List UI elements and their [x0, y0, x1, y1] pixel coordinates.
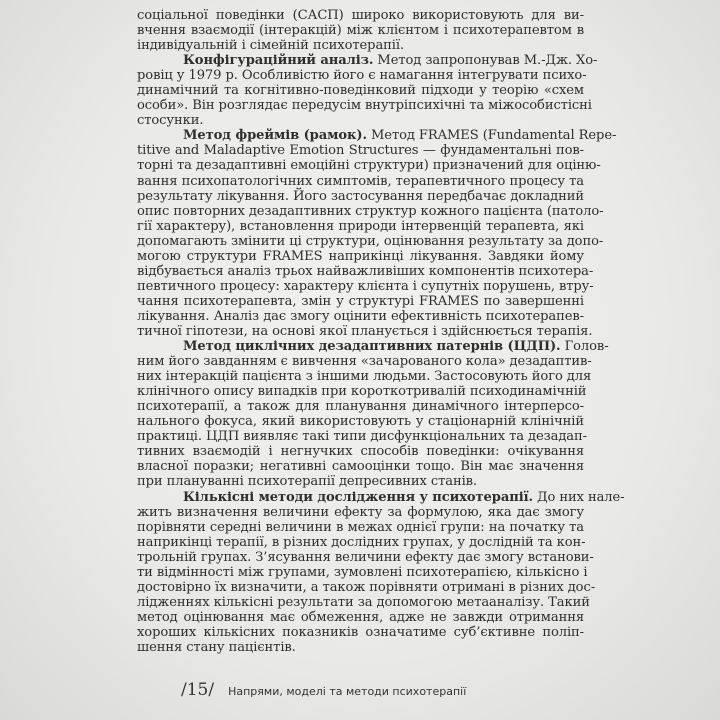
line-text: соціальної поведінки (САСП) широко використовують для ви- [137, 8, 584, 23]
line-text: достовірно їх визначити, а також порівняти отримані в різних дос- [137, 579, 596, 595]
text-line [137, 399, 584, 414]
running-title: Напрями, моделі та методи психотерапії [228, 685, 467, 698]
page-footer [181, 680, 466, 700]
line-text: Голов- [560, 339, 609, 355]
line-text: трольній групах. З’ясування величини ефекту дає змогу встанови- [137, 549, 594, 565]
text-line [137, 23, 584, 38]
text-line [137, 143, 584, 158]
line-text: певтичного процесу: характеру клієнта і супутніх порушень, втру- [137, 278, 594, 294]
line-text: жить визначення величини ефекту за формулою, яка дає змогу [137, 504, 584, 520]
text-line [137, 414, 584, 429]
text-line [137, 249, 584, 264]
text-line [137, 278, 594, 294]
text-line [137, 535, 584, 550]
line-text: допомагають змінити ці структури, оцінювання результату за допо- [137, 233, 604, 249]
line-text: метод оцінювання має обмеження, адже не завжди отримання [137, 609, 584, 625]
line-text: індивідуальній і сімейній психотерапії. [137, 38, 405, 54]
paragraph-heading: Метод фреймів (рамок). [183, 128, 367, 144]
text-line [137, 83, 584, 98]
line-text: ти відмінності між групами, зумовлені психотерапією, кількісно і [137, 564, 588, 580]
text-line [137, 594, 590, 610]
text-line [137, 98, 592, 114]
text-line [137, 505, 584, 520]
line-text: особи». Він розглядає передусім внутріпсихічні та міжособистісні [137, 98, 592, 114]
line-text: ровіц у 1979 р. Особливістю його є намагання інтегрувати психо- [137, 68, 587, 84]
line-text: порівняти середні величини в межах однієї групи: на початку та [137, 519, 584, 535]
text-line [137, 579, 596, 595]
text-line [137, 429, 587, 445]
line-text: До них нале- [532, 489, 625, 505]
text-line [137, 384, 587, 400]
line-text: результату лікування. Його застосування передбачає докладний [137, 188, 584, 204]
text-line [137, 354, 592, 370]
text-line [137, 489, 625, 505]
paragraph-heading: Метод циклічних дезадаптивних патернів (ЦДП). [183, 339, 561, 355]
text-line [137, 233, 604, 249]
line-text: практиці. ЦДП виявляє такі типи дисфункціональних та дезадап- [137, 429, 587, 445]
paragraph [137, 53, 598, 129]
text-line [137, 444, 584, 459]
text-line [137, 640, 584, 655]
text-line [137, 610, 584, 625]
line-text: ним його завданням є вивчення «зачарованого кола» дезадаптив- [137, 354, 592, 370]
text-line [137, 369, 592, 385]
text-line [137, 128, 617, 144]
text-line [137, 625, 584, 640]
line-text: тивних взаємодій і негнучких способів поведінки: очікування [137, 444, 584, 460]
text-line [137, 459, 584, 474]
line-text: клінічного опису випадків при короткотривалій психодинамічній [137, 384, 587, 400]
line-text: торні та дезадаптивні емоційні структури) призначений для оціню- [137, 158, 601, 174]
text-line [137, 38, 584, 53]
line-text: опис повторних дезадаптивних структур кожного пацієнта (патоло- [137, 203, 604, 219]
paragraph [137, 339, 609, 490]
text-line [137, 309, 584, 324]
line-text: лікування. Аналіз дає змогу оцінити ефективність психотерапев- [137, 308, 584, 324]
line-text: вання психопатологічних симптомів, терапевтичного процесу та [137, 173, 584, 189]
line-text: наприкінці терапії, в різних дослідних групах, у дослідній та кон- [137, 534, 586, 550]
line-text: Метод FRAMES (Fundamental Repe- [366, 128, 617, 144]
paragraph-heading: Конфігураційний аналіз. [183, 53, 374, 69]
line-text: тичної гіпотези, на основі якої планується і здійснюється терапія. [137, 323, 593, 339]
paragraph-heading: Кількісні методи дослідження у психотерапії. [183, 489, 533, 505]
line-text: гії характеру), встановлення природи інтервенцій терапевта, які [137, 218, 584, 234]
text-line [137, 323, 593, 339]
line-text: Метод запропонував М.-Дж. Хо- [373, 53, 598, 69]
text-line [137, 8, 584, 23]
text-line [137, 189, 584, 204]
line-text: могою структури FRAMES наприкінці лікування. Завдяки йому [137, 248, 584, 264]
line-text: власної поразки; негативні самооцінки тощо. Він має значення [137, 459, 584, 475]
line-text: лідженнях кількісні результати за допомогою метааналізу. Такий [137, 594, 590, 610]
paragraph [137, 8, 584, 53]
text-line [137, 219, 584, 234]
text-line [137, 564, 588, 580]
text-line [137, 474, 584, 489]
line-text: хороших кількісних показників означатиме суб’єктивне поліп- [137, 624, 584, 640]
text-line [137, 203, 604, 219]
line-text: вчення взаємодії (інтеракцій) між клієнтом і психотерапевтом в [137, 23, 584, 39]
text-line [137, 520, 584, 535]
line-text: при плануванні психотерапії депресивних станів. [137, 474, 477, 490]
page-body-text [137, 8, 625, 655]
paragraph [137, 128, 617, 339]
line-text: titive and Maladaptive Emotion Structures — фундаментальні пов- [137, 143, 584, 159]
text-line [137, 339, 609, 355]
text-line [137, 113, 584, 128]
line-text: них інтеракцій пацієнта з іншими людьми. Застосовують його для [137, 369, 592, 385]
page-number: /15/ [181, 680, 215, 700]
text-line [137, 158, 601, 174]
line-text: нального фокуса, який використовують у стаціонарній клінічній [137, 414, 584, 430]
line-text: чання психотерапевта, змін у структурі FRAMES по завершенні [137, 293, 584, 309]
text-line [137, 263, 594, 279]
line-text: шення стану пацієнтів. [137, 639, 296, 655]
line-text: психотерапії, а також для планування динамічного інтерперсо- [137, 399, 584, 415]
line-text: стосунки. [137, 113, 204, 129]
paragraph [137, 489, 625, 656]
line-text: динамічний та когнітивно-поведінковий підходи у теорію «схем [137, 83, 584, 99]
text-line [137, 294, 584, 309]
text-line [137, 53, 598, 69]
text-line [137, 549, 594, 565]
text-line [137, 174, 584, 189]
text-line [137, 68, 587, 84]
line-text: відбувається аналіз трьох найважливіших компонентів психотера- [137, 263, 594, 279]
